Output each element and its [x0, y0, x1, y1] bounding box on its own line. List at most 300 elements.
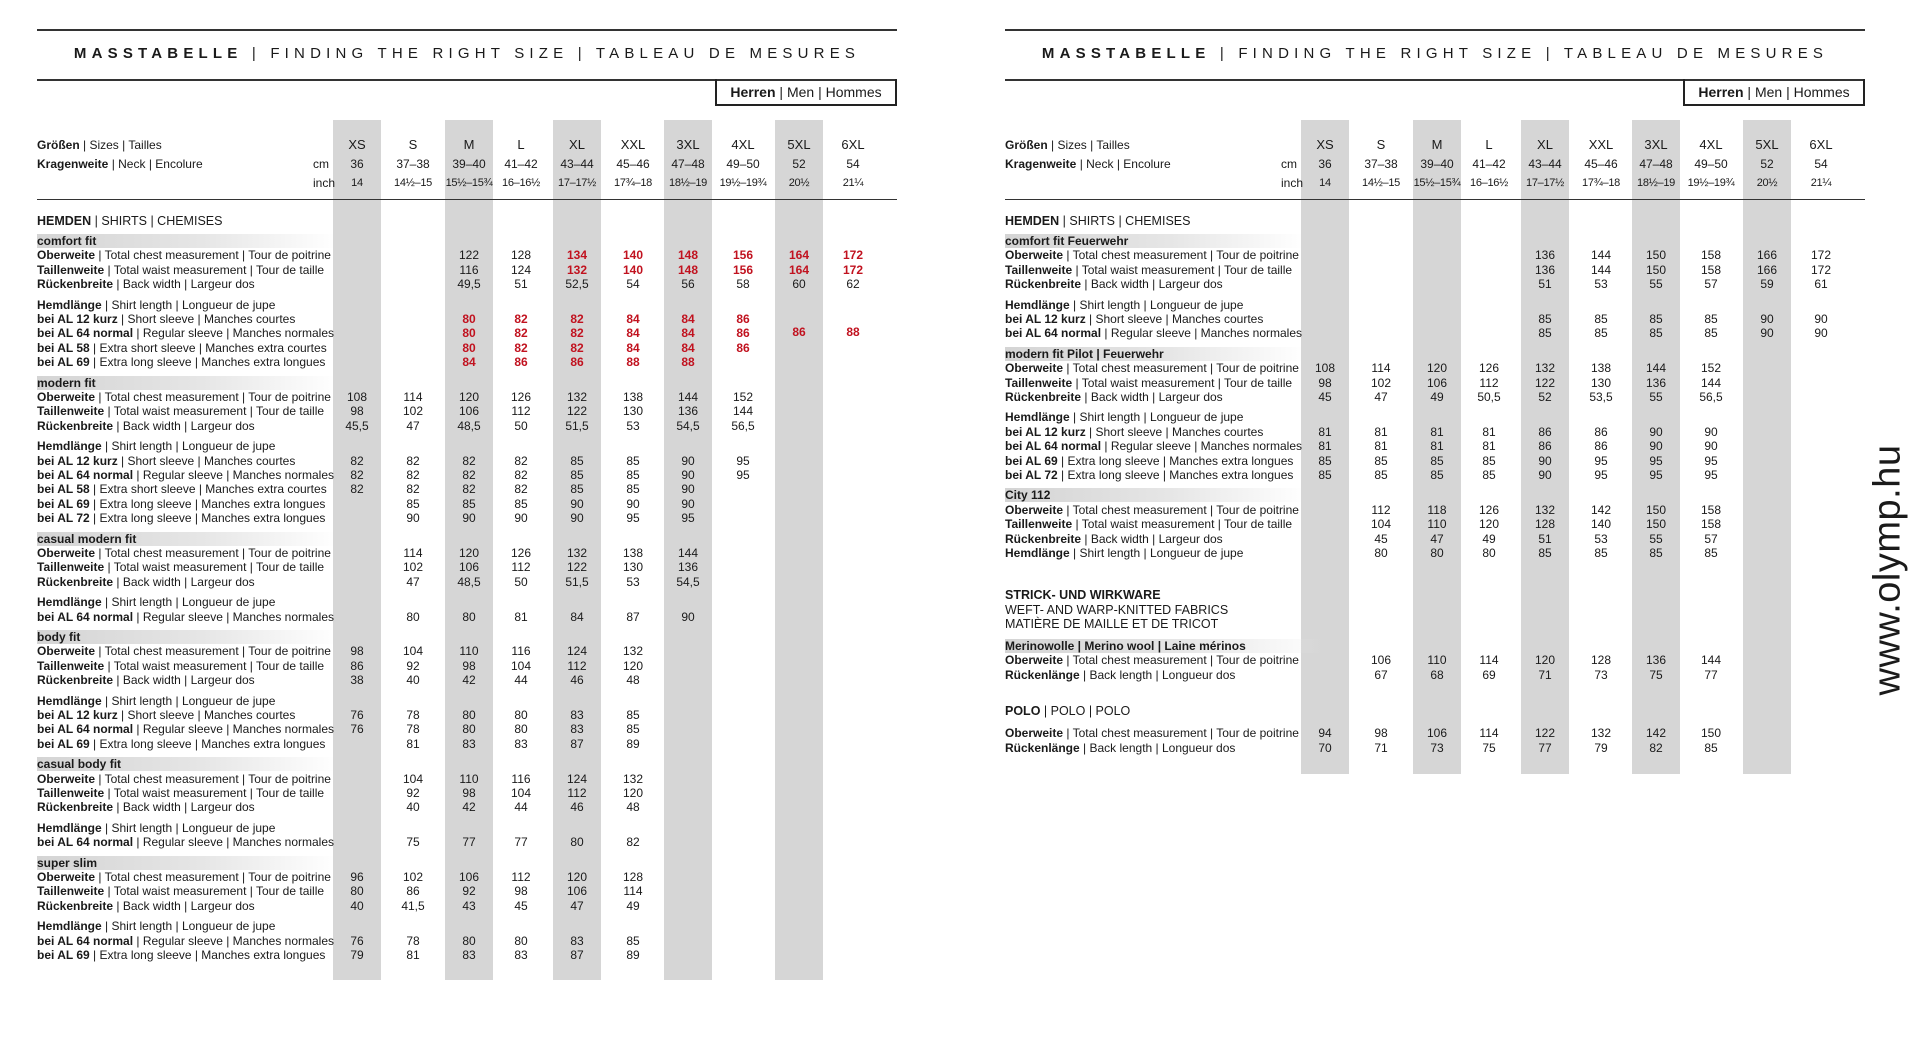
measurement-row	[37, 659, 897, 673]
measurement-value: 116	[459, 262, 479, 277]
measurement-value: 51,5	[565, 574, 589, 589]
label-rest: | Back length | Longueur dos	[1079, 667, 1236, 682]
measurement-value: 77	[1704, 667, 1718, 682]
measurement-row	[37, 419, 897, 433]
measurement-value: 89	[626, 948, 640, 962]
measurement-row	[1005, 454, 1865, 468]
measurement-value: 132	[566, 546, 588, 560]
label-bold: Hemdlänge	[37, 693, 102, 708]
label-rest: | Extra long sleeve | Manches extra longues	[89, 511, 326, 526]
measurement-value: 166	[1756, 262, 1778, 277]
measurement-value: 51	[1538, 531, 1552, 546]
measurement-value: 126	[1478, 361, 1500, 376]
measurement-value: 110	[459, 644, 479, 659]
merino-title: Merinowolle | Merino wool | Laine mérinos	[1005, 639, 1325, 653]
measurement-value: 87	[626, 609, 640, 624]
collar-cm-value: 37–38	[396, 157, 430, 171]
size-chart-right-page	[1005, 0, 1865, 1051]
label-rest: | Shirt length | Longueur de jupe	[1069, 546, 1244, 560]
measurement-value: 83	[570, 933, 584, 948]
measurement-label	[37, 737, 325, 751]
measurement-label	[37, 659, 324, 673]
measurement-row	[37, 899, 897, 913]
measurement-value: 82	[350, 468, 364, 482]
measurement-label	[1005, 425, 1263, 439]
measurement-row	[37, 934, 897, 948]
label-rest: | Regular sleeve | Manches normales	[133, 933, 335, 948]
measurement-value: 112	[567, 786, 587, 800]
label-rest: | Sizes | Tailles	[1047, 138, 1130, 152]
label-bold: Oberweite	[37, 644, 96, 659]
measurement-value: 85	[1482, 453, 1496, 468]
measurement-value: 85	[570, 453, 584, 468]
measurement-label	[37, 341, 327, 355]
measurement-value: 48	[626, 673, 640, 688]
measurement-value: 172	[1810, 262, 1832, 277]
measurement-value: 54,5	[676, 574, 700, 589]
measurement-value: 104	[1370, 517, 1392, 532]
label-bold: bei AL 12 kurz	[37, 453, 118, 468]
label-rest: | Regular sleeve | Manches normales	[133, 835, 335, 850]
measurement-value: 77	[462, 835, 476, 850]
measurement-value: 45	[1318, 390, 1332, 404]
measurement-value: 88	[681, 355, 695, 370]
measurement-value: 49	[1430, 390, 1444, 404]
measurement-value: 82	[570, 326, 584, 341]
measurement-value: 80	[462, 609, 476, 624]
measurement-value: 106	[458, 560, 480, 575]
measurement-value: 95	[1649, 468, 1663, 482]
measurement-value: 114	[623, 884, 643, 899]
measurement-value: 150	[1645, 262, 1667, 277]
measurement-value: 83	[570, 722, 584, 737]
measurement-value: 81	[514, 609, 528, 624]
label-bold: Hemdlänge	[1005, 546, 1070, 560]
measurement-value: 46	[570, 800, 584, 815]
measurement-value: 104	[510, 658, 532, 673]
label-bold: Oberweite	[1005, 726, 1064, 741]
measurement-value: 85	[1594, 312, 1608, 326]
top-rule	[37, 29, 897, 31]
sizes-header-row	[37, 137, 897, 153]
measurement-value: 78	[406, 933, 420, 948]
label-rest: | Extra short sleeve | Manches extra courtes	[89, 482, 327, 497]
label-bold: bei AL 64 normal	[37, 609, 134, 624]
measurement-label	[37, 390, 331, 404]
label-bold: Taillenweite	[1005, 375, 1073, 390]
measurement-value: 42	[462, 800, 476, 815]
measurement-value: 85	[514, 496, 528, 511]
measurement-value: 40	[406, 800, 420, 815]
measurement-row	[1005, 425, 1865, 439]
measurement-value: 90	[406, 511, 420, 526]
measurement-value: 90	[681, 482, 695, 497]
label-rest: | Shirt length | Longueur de jupe	[101, 595, 276, 610]
measurement-value: 158	[1700, 262, 1722, 277]
measurement-label	[37, 934, 334, 948]
size-heading: M	[1431, 137, 1443, 152]
measurement-value: 47	[1374, 390, 1388, 404]
measurement-label	[37, 673, 255, 687]
measurement-value: 144	[677, 546, 699, 560]
measurement-value: 40	[350, 898, 364, 913]
measurement-value: 164	[788, 262, 810, 277]
measurement-value: 120	[566, 870, 588, 884]
measurement-value: 132	[1534, 502, 1556, 517]
measurement-value: 150	[1645, 248, 1667, 263]
label-rest: | Shirt length | Longueur de jupe	[101, 919, 276, 934]
measurement-value: 47	[406, 418, 420, 433]
measurement-value: 114	[1371, 361, 1391, 376]
measurement-row	[1005, 741, 1865, 755]
measurement-value: 95	[1704, 468, 1718, 482]
measurement-value: 81	[1374, 424, 1388, 439]
measurement-value: 142	[1645, 726, 1667, 741]
label-bold: MASSTABELLE	[1041, 45, 1211, 62]
label-rest: | Total chest measurement | Tour de poitrine	[95, 870, 331, 884]
measurement-value: 87	[570, 736, 584, 751]
measurement-value: 128	[510, 248, 532, 263]
label-bold: bei AL 58	[37, 340, 90, 355]
measurement-value: 150	[1700, 726, 1722, 741]
collar-inch-row	[37, 175, 897, 191]
collar-cm-value: 43–44	[1528, 157, 1562, 171]
measurement-row	[37, 326, 897, 340]
measurement-row	[1005, 361, 1865, 375]
measurement-label	[37, 899, 255, 913]
measurement-value: 144	[1700, 653, 1722, 668]
page-title	[1005, 45, 1865, 62]
label-rest: | Men | Hommes	[1743, 84, 1850, 100]
page-title	[37, 45, 897, 62]
measurement-value: 78	[406, 722, 420, 737]
fit-title: modern fit	[37, 376, 337, 390]
measurement-value: 172	[842, 248, 864, 263]
measurement-value: 82	[1649, 740, 1663, 755]
collar-inch-value: 17–17½	[1526, 177, 1564, 189]
measurement-label	[37, 312, 295, 326]
label-bold: Taillenweite	[37, 262, 105, 277]
size-heading: 6XL	[841, 137, 865, 152]
section-title-shirts	[37, 214, 222, 229]
measurement-value: 80	[462, 326, 476, 341]
collar-cm-row	[37, 156, 897, 172]
measurement-value: 112	[1479, 375, 1499, 390]
collar-inch-row	[1005, 175, 1865, 191]
measurement-value: 48,5	[457, 418, 481, 433]
measurement-value: 86	[570, 355, 584, 370]
label-rest: | Total chest measurement | Tour de poitrine	[95, 546, 331, 560]
collar-cm-value: 54	[1814, 157, 1828, 171]
measurement-label	[37, 575, 255, 589]
measurement-value: 118	[1427, 502, 1447, 517]
label-rest: | Shirt length | Longueur de jupe	[1069, 410, 1244, 425]
measurement-value: 85	[1318, 468, 1332, 482]
label-bold: Oberweite	[37, 870, 96, 884]
collar-cm-value: 47–48	[671, 157, 705, 171]
measurement-row	[1005, 653, 1865, 667]
label-bold: Herren	[730, 84, 776, 100]
measurement-value: 75	[1482, 740, 1496, 755]
measurement-row	[37, 439, 897, 453]
label-bold: MASSTABELLE	[73, 45, 243, 62]
measurement-label	[1005, 439, 1302, 453]
measurement-label	[37, 708, 295, 722]
measurement-value: 122	[458, 248, 480, 263]
measurement-value: 98	[462, 658, 476, 673]
label-rest: | Back width | Largeur dos	[113, 574, 255, 589]
collar-inch-value: 14½–15	[1362, 177, 1400, 189]
label-bold: bei AL 72	[1005, 468, 1058, 482]
label-bold: Oberweite	[37, 546, 96, 560]
measurement-value: 102	[402, 560, 424, 575]
collar-cm-value: 39–40	[1420, 157, 1454, 171]
size-heading: 5XL	[1755, 137, 1779, 152]
measurement-value: 45,5	[345, 418, 369, 433]
measurement-label	[37, 800, 255, 814]
measurement-value: 73	[1430, 740, 1444, 755]
measurement-value: 80	[406, 609, 420, 624]
measurement-value: 136	[677, 404, 699, 419]
unit-cm: cm	[313, 157, 329, 171]
measurement-value: 49,5	[457, 277, 481, 292]
measurement-value: 110	[1427, 517, 1447, 532]
measurement-value: 90	[1649, 424, 1663, 439]
measurement-value: 80	[462, 722, 476, 737]
measurement-row	[37, 404, 897, 418]
label-rest: | Total waist measurement | Tour de taille	[104, 560, 325, 575]
measurement-value: 158	[1700, 502, 1722, 517]
measurement-row	[37, 263, 897, 277]
measurement-value: 57	[1704, 277, 1718, 292]
unit-inch: inch	[1281, 176, 1304, 190]
measurement-value: 110	[1427, 653, 1447, 668]
label-rest: | Shirt length | Longueur de jupe	[101, 693, 276, 708]
measurement-value: 94	[1318, 726, 1332, 741]
measurement-value: 132	[566, 390, 588, 404]
measurement-value: 86	[1538, 439, 1552, 454]
measurement-value: 83	[462, 948, 476, 962]
measurement-label	[1005, 726, 1299, 740]
measurement-value: 85	[1538, 312, 1552, 326]
measurement-value: 90	[570, 496, 584, 511]
size-heading: S	[1376, 137, 1386, 152]
label-bold: Hemdlänge	[37, 919, 102, 934]
measurement-row	[1005, 668, 1865, 682]
label-bold: bei AL 72	[37, 511, 90, 526]
measurement-row	[37, 560, 897, 574]
measurement-value: 95	[626, 511, 640, 526]
measurement-value: 43	[462, 898, 476, 913]
measurement-value: 102	[402, 404, 424, 419]
fit-title: casual body fit	[37, 757, 337, 771]
size-heading: L	[517, 137, 525, 152]
label-rest: | Back width | Largeur dos	[113, 800, 255, 815]
label-bold: bei AL 69	[37, 736, 90, 751]
collar-inch-value: 14½–15	[394, 177, 432, 189]
size-heading: XXL	[1588, 137, 1614, 152]
label-rest: | Shirt length | Longueur de jupe	[1069, 297, 1244, 312]
measurement-label	[37, 595, 275, 609]
measurement-row	[1005, 376, 1865, 390]
label-rest: | Back width | Largeur dos	[1081, 531, 1223, 546]
measurement-label	[37, 439, 275, 453]
measurement-value: 95	[736, 453, 750, 468]
measurement-value: 98	[514, 884, 528, 899]
measurement-value: 75	[406, 835, 420, 850]
measurement-label	[1005, 376, 1292, 390]
measurement-value: 79	[350, 948, 364, 962]
measurement-label	[1005, 546, 1243, 560]
measurement-value: 90	[1814, 312, 1828, 326]
label-bold: bei AL 64 normal	[37, 835, 134, 850]
measurement-value: 82	[406, 482, 420, 497]
measurement-label	[37, 468, 334, 482]
measurement-value: 95	[736, 468, 750, 482]
measurement-value: 47	[1430, 531, 1444, 546]
measurement-value: 81	[406, 948, 420, 962]
measurement-value: 53	[626, 574, 640, 589]
label-rest: | Back width | Largeur dos	[1081, 277, 1223, 292]
measurement-value: 152	[1700, 361, 1722, 376]
measurement-value: 122	[1534, 375, 1556, 390]
measurement-value: 95	[1704, 453, 1718, 468]
measurement-label	[1005, 532, 1223, 546]
measurement-value: 81	[1318, 424, 1332, 439]
measurement-row	[1005, 410, 1865, 424]
collar-inch-value: 18½–19	[669, 177, 707, 189]
measurement-row	[37, 694, 897, 708]
measurement-value: 42	[462, 673, 476, 688]
measurement-value: 144	[732, 404, 754, 419]
measurement-value: 80	[514, 722, 528, 737]
measurement-row	[37, 298, 897, 312]
measurement-row	[37, 482, 897, 496]
measurement-value: 132	[622, 644, 644, 659]
measurement-value: 85	[626, 468, 640, 482]
size-chart-left-page	[37, 0, 897, 1051]
measurement-value: 136	[1534, 262, 1556, 277]
label-bold: bei AL 12 kurz	[1005, 312, 1086, 326]
measurement-row	[1005, 390, 1865, 404]
measurement-value: 124	[566, 771, 588, 786]
measurement-value: 82	[514, 482, 528, 497]
label-rest: | Back width | Largeur dos	[113, 898, 255, 913]
collar-inch-value: 17¾–18	[614, 177, 652, 189]
measurement-row	[1005, 248, 1865, 262]
measurement-value: 82	[462, 453, 476, 468]
collar-inch-value: 15½–15¾	[1413, 177, 1461, 189]
label-bold: bei AL 69	[37, 948, 90, 962]
label-bold: Rückenbreite	[1005, 531, 1082, 546]
measurement-value: 92	[406, 658, 420, 673]
label-rest: | Total waist measurement | Tour de taille	[1072, 517, 1293, 532]
measurement-value: 172	[1810, 248, 1832, 263]
measurement-value: 90	[681, 468, 695, 482]
measurement-label	[37, 263, 324, 277]
measurement-value: 128	[1534, 517, 1556, 532]
measurement-value: 136	[1645, 653, 1667, 668]
label-rest: | Neck | Encolure	[108, 157, 203, 171]
label-bold: Größen	[37, 138, 80, 152]
measurement-value: 83	[514, 948, 528, 962]
measurement-value: 136	[677, 560, 699, 575]
measurement-value: 85	[1374, 468, 1388, 482]
measurement-value: 120	[622, 658, 644, 673]
measurement-row	[37, 341, 897, 355]
measurement-value: 106	[1426, 375, 1448, 390]
measurement-value: 80	[514, 933, 528, 948]
label-rest: | Total chest measurement | Tour de poitrine	[95, 390, 331, 404]
measurement-label	[37, 482, 327, 496]
collar-cm-value: 52	[792, 157, 806, 171]
fit-title: super slim	[37, 856, 337, 870]
label-rest: | Total waist measurement | Tour de taille	[104, 786, 325, 800]
measurement-value: 158	[1700, 248, 1722, 263]
label-bold: Hemdlänge	[37, 820, 102, 835]
measurement-value: 112	[511, 560, 531, 575]
collar-cm-value: 54	[846, 157, 860, 171]
label-bold: Oberweite	[1005, 248, 1064, 263]
measurement-value: 116	[511, 644, 531, 659]
label-bold: Größen	[1005, 138, 1048, 152]
label-rest: | Total chest measurement | Tour de poitrine	[95, 771, 331, 786]
measurement-label	[37, 511, 325, 525]
measurement-value: 90	[1814, 326, 1828, 341]
measurement-value: 90	[570, 511, 584, 526]
label-rest: | POLO | POLO	[1040, 704, 1131, 719]
measurement-row	[1005, 298, 1865, 312]
measurement-value: 84	[626, 340, 640, 355]
label-bold: Oberweite	[37, 248, 96, 263]
measurement-value: 95	[1594, 453, 1608, 468]
measurement-value: 130	[1590, 375, 1612, 390]
measurement-value: 51	[514, 277, 528, 292]
size-heading: XS	[1316, 137, 1334, 152]
collar-cm-value: 45–46	[1584, 157, 1618, 171]
label-rest: | Back width | Largeur dos	[1081, 390, 1223, 404]
collar-inch-value: 17¾–18	[1582, 177, 1620, 189]
label-rest: | Total chest measurement | Tour de poitrine	[1063, 361, 1299, 376]
measurement-value: 136	[1645, 375, 1667, 390]
measurement-value: 90	[462, 511, 476, 526]
polo-title	[1005, 704, 1130, 719]
measurement-value: 106	[1370, 653, 1392, 668]
collar-cm-value: 36	[1318, 157, 1332, 171]
measurement-value: 85	[1318, 453, 1332, 468]
measurement-value: 86	[514, 355, 528, 370]
measurement-value: 84	[626, 312, 640, 326]
measurement-value: 86	[1594, 424, 1608, 439]
label-bold: Hemdlänge	[37, 595, 102, 610]
label-bold: Rückenbreite	[1005, 277, 1082, 292]
unit-inch: inch	[313, 176, 336, 190]
measurement-value: 90	[1704, 424, 1718, 439]
measurement-value: 90	[681, 609, 695, 624]
knitwear-heading: STRICK- UND WIRKWARE	[1005, 588, 1161, 603]
measurement-label	[37, 610, 334, 624]
measurement-row	[37, 610, 897, 624]
measurement-label	[1005, 653, 1299, 667]
header-rule	[37, 199, 897, 200]
fit-title: City 112	[1005, 488, 1305, 502]
measurement-value: 85	[1538, 326, 1552, 341]
measurement-value: 84	[462, 355, 476, 370]
measurement-value: 85	[1649, 326, 1663, 341]
measurement-value: 82	[462, 482, 476, 497]
sizes-header-row	[1005, 137, 1865, 153]
label-rest: | Shirt length | Longueur de jupe	[101, 820, 276, 835]
